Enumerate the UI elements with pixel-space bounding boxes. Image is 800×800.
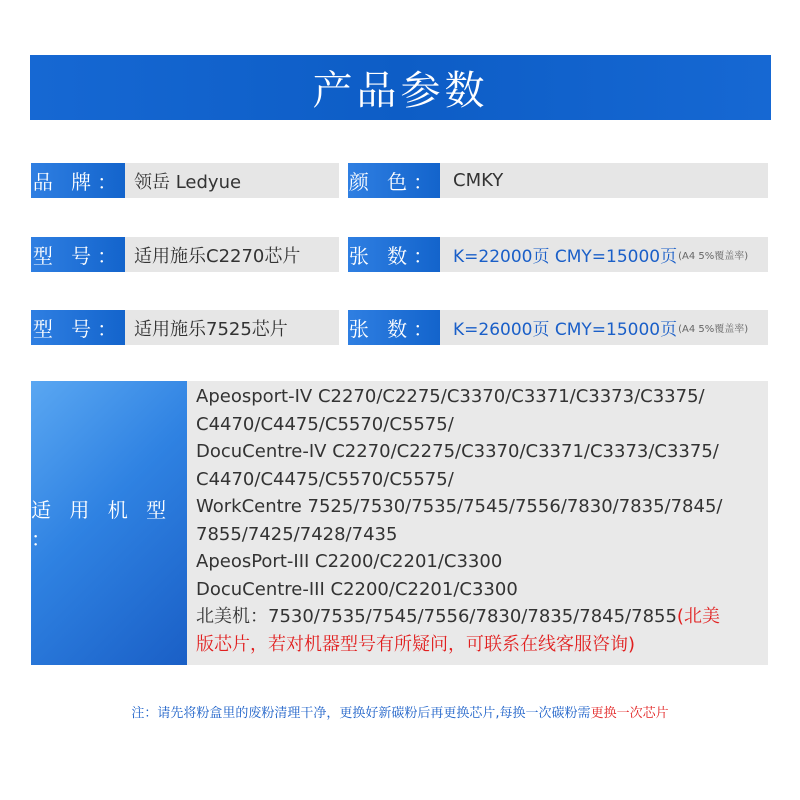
page-yield-text: K=22000页 CMY=15000页 (453, 247, 678, 267)
north-america-models: 北美机：7530/7535/7545/7556/7830/7835/7845/7855 (196, 606, 677, 627)
compatible-models-label: 适 用 机 型 ： (31, 381, 187, 665)
model-value: 适用施乐C2270芯片 (134, 245, 301, 267)
brand-label: 品 牌： (31, 163, 125, 198)
compatible-models-list (196, 383, 764, 658)
spec-row-brand-color (31, 163, 768, 198)
page-yield-label: 张 数： (348, 237, 440, 272)
color-label: 颜 色： (348, 163, 440, 198)
model-line: Apeosport-IV C2270/C2275/C3370/C3371/C3373/C3375/ (196, 386, 705, 407)
page-yield-label: 张 数： (348, 310, 440, 345)
coverage-note: (A4 5%覆盖率) (678, 251, 749, 262)
north-america-line (196, 603, 764, 631)
page-title: 产品参数 (312, 68, 489, 114)
compatible-models-section (31, 381, 768, 665)
footer-note-highlight: 更换一次芯片 (590, 706, 669, 721)
color-value-text: CMKY (453, 170, 504, 191)
page-yield-value (453, 310, 765, 345)
model-line: WorkCentre 7525/7530/7535/7545/7556/7830/7835/7845/ (196, 496, 723, 517)
north-america-note-start: (北美 (676, 606, 720, 627)
model-label: 型 号： (31, 310, 125, 345)
header-banner (30, 55, 771, 120)
model-line: C4470/C4475/C5570/C5575/ (196, 468, 454, 490)
model-line: ApeosPort-III C2200/C2201/C3300 (196, 551, 503, 572)
model-label: 型 号： (31, 237, 125, 272)
page-yield-value (453, 237, 765, 272)
row-divider (339, 163, 348, 198)
north-america-note: 版芯片，若对机器型号有所疑问，可联系在线客服咨询) (196, 633, 636, 655)
footer-note (0, 702, 800, 721)
color-value (453, 163, 765, 198)
footer-note-text: 注：请先将粉盒里的废粉清理干净，更换好新碳粉后再更换芯片,每换一次碳粉需 (131, 706, 591, 721)
coverage-note: (A4 5%覆盖率) (678, 324, 749, 335)
row-divider (339, 237, 348, 272)
model-line: C4470/C4475/C5570/C5575/ (196, 413, 454, 435)
model-value: 适用施乐7525芯片 (134, 318, 288, 340)
spec-row-model-yield-2 (31, 310, 768, 345)
brand-value: 领岳 Ledyue (134, 171, 242, 193)
row-divider (339, 310, 348, 345)
spec-row-model-yield-1 (31, 237, 768, 272)
model-line: 7855/7425/7428/7435 (196, 523, 398, 545)
model-line: DocuCentre-III C2200/C2201/C3300 (196, 578, 518, 600)
page-yield-text: K=26000页 CMY=15000页 (453, 320, 678, 340)
model-line: DocuCentre-IV C2270/C2275/C3370/C3371/C3373/C3375/ (196, 441, 719, 462)
